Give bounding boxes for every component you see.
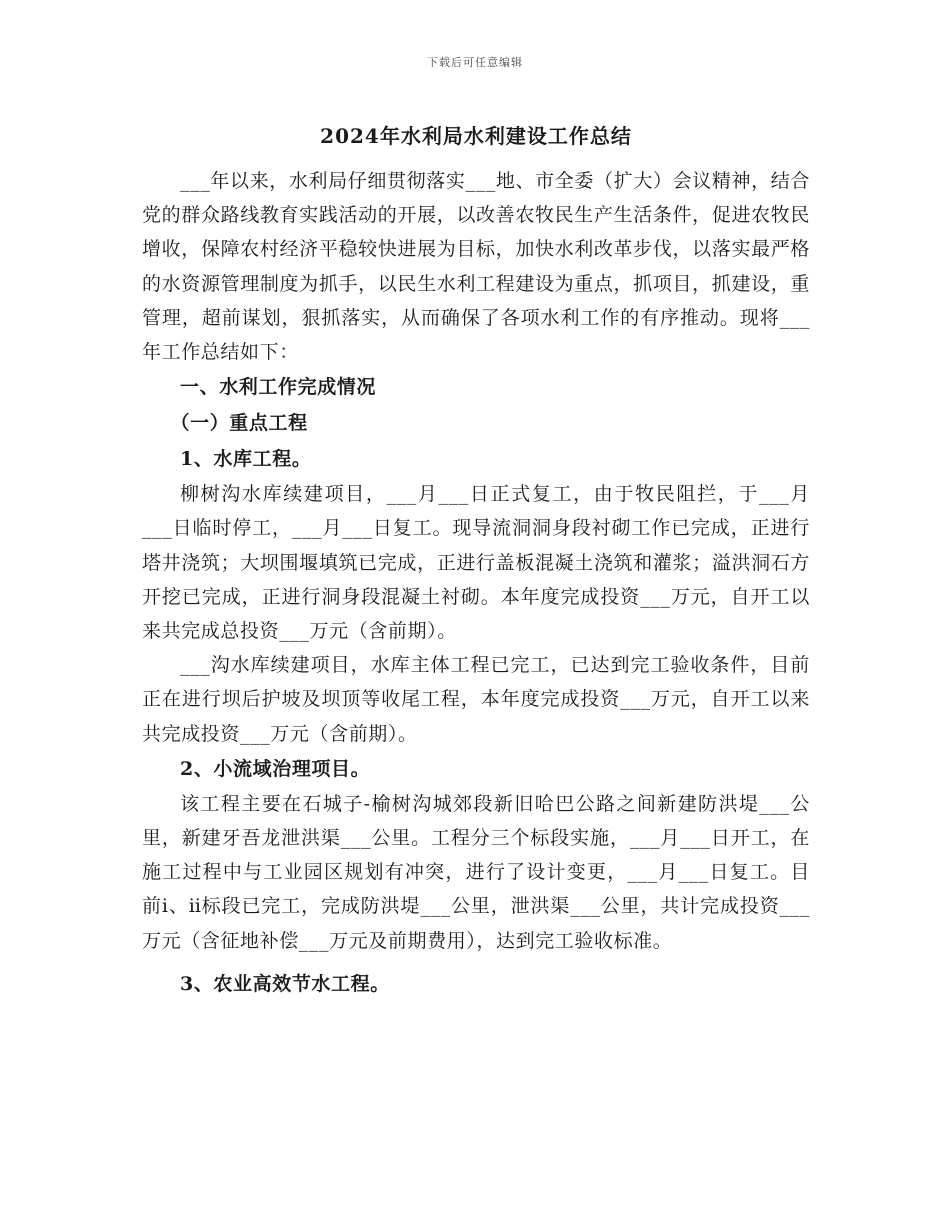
paragraph-reservoir-1: 柳树沟水库续建项目，___月___日正式复工，由于牧民阻拦，于___月___日临时停工，___月___日复工。现导流洞洞身段衬砌工作已完成，正进行塔井浇筑；大坝围堰填筑已完成，正进行盖板混凝土浇筑和灌浆；溢洪洞石方开挖已完成，正进行洞身段混凝土衬砌。本年度完成投资___万元，自开工以来共完成总投资___万元（含前期）。 [142, 483, 810, 643]
section-heading: 一、水利工作完成情况 [180, 376, 377, 399]
subsection-heading: （一）重点工程 [170, 412, 308, 435]
page-header-note: 下载后可任意编辑 [427, 56, 523, 69]
item-heading-reservoir: 1、水库工程。 [180, 448, 312, 471]
paragraph-reservoir-2: ___沟水库续建项目，水库主体工程已完工，已达到完工验收条件，目前正在进行坝后护坡及坝顶等收尾工程，本年度完成投资___万元，自开工以来共完成投资___万元（含前期）。 [142, 654, 810, 745]
item-heading-watershed: 2、小流域治理项目。 [180, 757, 371, 780]
intro-paragraph: ___年以来，水利局仔细贯彻落实___地、市全委（扩大）会议精神，结合党的群众路线教育实践活动的开展，以改善农牧民生产生活条件，促进农牧民增收，保障农村经济平稳较快进展为目标，加快水利改革步伐，以落实最严格的水资源管理制度为抓手，以民生水利工程建设为重点，抓项目，抓建设，重管理，超前谋划，狠抓落实，从而确保了各项水利工作的有序推动。现将___年工作总结如下： [142, 170, 810, 364]
document-body [142, 118, 810, 1002]
document-title: 2024年水利局水利建设工作总结 [320, 124, 632, 148]
paragraph-watershed: 该工程主要在石城子-榆树沟城郊段新旧哈巴公路之间新建防洪堤___公里，新建牙吾龙泄洪渠___公里。工程分三个标段实施，___月___日开工，在施工过程中与工业园区规划有冲突，进行了设计变更，___月___日复工。目前ⅰ、ⅱ标段已完工，完成防洪堤___公里，泄洪渠___公里，共计完成投资___万元（含征地补偿___万元及前期费用），达到完工验收标准。 [142, 792, 810, 952]
item-heading-irrigation: 3、农业高效节水工程。 [180, 972, 390, 995]
